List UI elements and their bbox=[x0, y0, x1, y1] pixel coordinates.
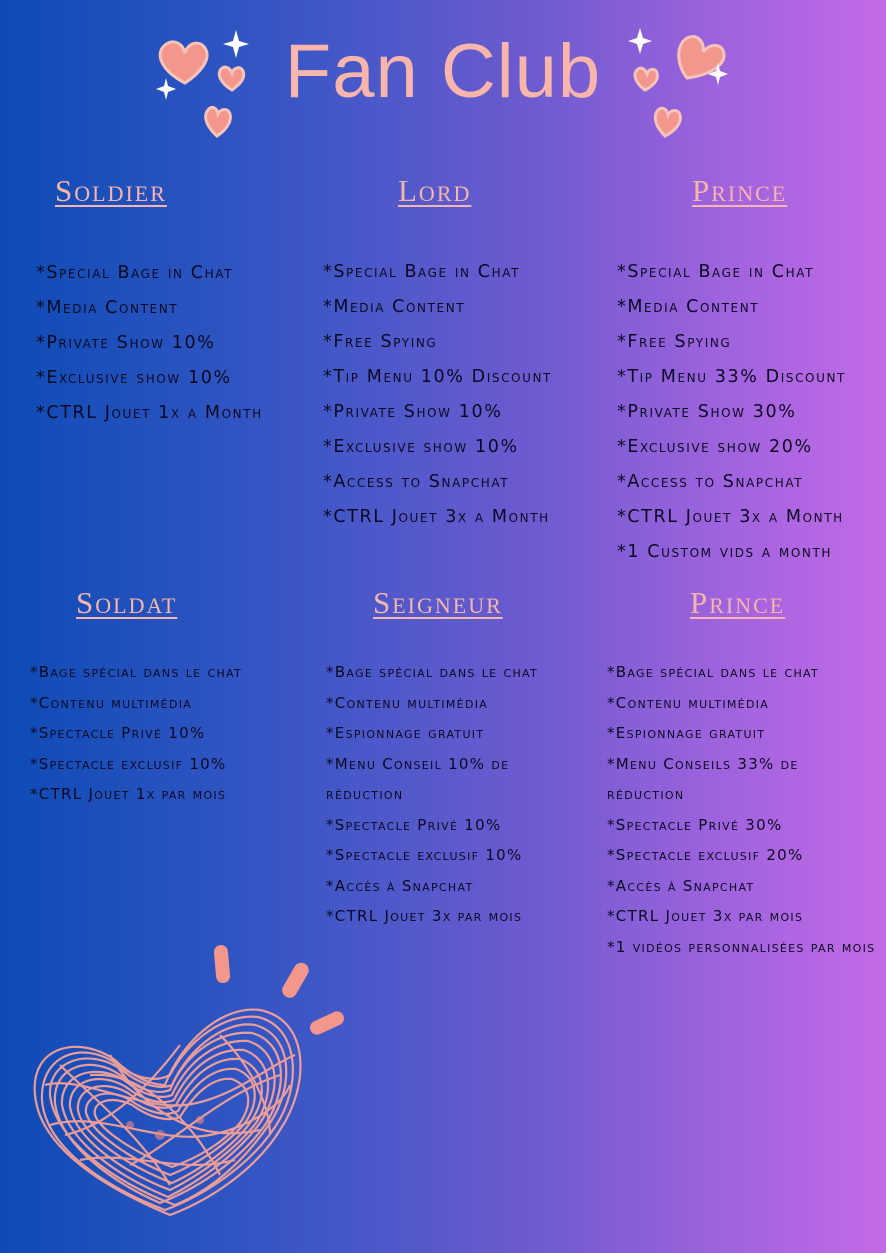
perk-item: *Spectacle Privé 10% bbox=[326, 815, 502, 834]
perk-item: *Bage spécial dans le chat bbox=[326, 663, 539, 681]
perk-item: *CTRL Jouet 3x a Month bbox=[323, 507, 550, 527]
tier-soldier bbox=[36, 173, 296, 431]
perk-item: *Espionnage gratuit bbox=[326, 724, 485, 742]
perk-item: *Spectacle exclusif 20% bbox=[607, 846, 804, 864]
perk-item: *Contenu multimédia bbox=[607, 693, 770, 712]
tier-title: Lord bbox=[398, 173, 472, 208]
tier-title: Soldat bbox=[76, 585, 178, 620]
perk-item: *Contenu multimédia bbox=[30, 693, 193, 712]
perk-item: *Special Bage in Chat bbox=[323, 262, 521, 282]
perk-item: *Media Content bbox=[617, 297, 760, 317]
page-title: Fan Club bbox=[284, 29, 602, 114]
hearts-sparkles-right-icon bbox=[625, 28, 735, 143]
perk-item: *Special Bage in Chat bbox=[617, 262, 815, 282]
perk-item: *CTRL Jouet 3x par mois bbox=[607, 907, 804, 925]
perk-item: *1 vidéos personnalisées par mois bbox=[607, 937, 876, 956]
perk-item: *Bage spécial dans le chat bbox=[30, 663, 243, 681]
perk-item: *Private Show 30% bbox=[617, 402, 797, 422]
perk-item: *Private Show 10% bbox=[36, 333, 216, 353]
perk-item: *Menu Conseil 10% de réduction bbox=[326, 754, 510, 803]
perk-item: *Exclusive show 10% bbox=[323, 437, 519, 457]
perk-item: *Free Spying bbox=[323, 332, 438, 352]
perk-item: *Bage spécial dans le chat bbox=[607, 663, 820, 681]
tier-prince bbox=[617, 173, 879, 570]
tier-title: Soldier bbox=[55, 173, 167, 208]
tier-title: Seigneur bbox=[373, 585, 503, 620]
perk-item: *Exclusive show 10% bbox=[36, 368, 232, 388]
perk-item: *Tip Menu 10% Discount bbox=[323, 367, 552, 387]
perk-item: *Espionnage gratuit bbox=[607, 724, 766, 742]
perk-item: *Access to Snapchat bbox=[617, 472, 804, 492]
perk-item: *Menu Conseils 33% de réduction bbox=[607, 754, 799, 803]
perk-item: *Accès à Snapchat bbox=[607, 876, 755, 895]
perk-item: *Media Content bbox=[323, 297, 466, 317]
perk-item: *Special Bage in Chat bbox=[36, 263, 234, 283]
tier-title: Prince bbox=[692, 173, 788, 208]
scribble-heart-icon bbox=[20, 935, 370, 1235]
tier-lord bbox=[323, 173, 593, 535]
perk-item: *1 Custom vids a month bbox=[617, 542, 833, 562]
perk-item: *Spectacle exclusif 10% bbox=[326, 846, 523, 864]
perk-item: *Tip Menu 33% Discount bbox=[617, 367, 846, 387]
perk-item: *CTRL Jouet 1x par mois bbox=[30, 785, 227, 803]
perk-item: *Spectacle exclusif 10% bbox=[30, 754, 227, 773]
perk-item: *Accès à Snapchat bbox=[326, 876, 474, 895]
perk-item: *Access to Snapchat bbox=[323, 472, 510, 492]
perk-item: *Exclusive show 20% bbox=[617, 437, 813, 457]
perk-item: *CTRL Jouet 3x par mois bbox=[326, 907, 523, 925]
tier-prince-fr bbox=[607, 585, 879, 962]
perk-item: *Media Content bbox=[36, 298, 179, 318]
perk-item: *Spectacle Privé 10% bbox=[30, 724, 206, 742]
perk-item: *Free Spying bbox=[617, 332, 732, 352]
perk-item: *CTRL Jouet 1x a Month bbox=[36, 403, 263, 423]
tier-soldat bbox=[30, 585, 300, 810]
perk-item: *Spectacle Privé 30% bbox=[607, 815, 783, 834]
perk-item: *CTRL Jouet 3x a Month bbox=[617, 507, 844, 527]
tier-seigneur bbox=[326, 585, 566, 932]
tier-title: Prince bbox=[690, 585, 786, 620]
perk-item: *Contenu multimédia bbox=[326, 693, 489, 712]
perk-item: *Private Show 10% bbox=[323, 402, 503, 422]
